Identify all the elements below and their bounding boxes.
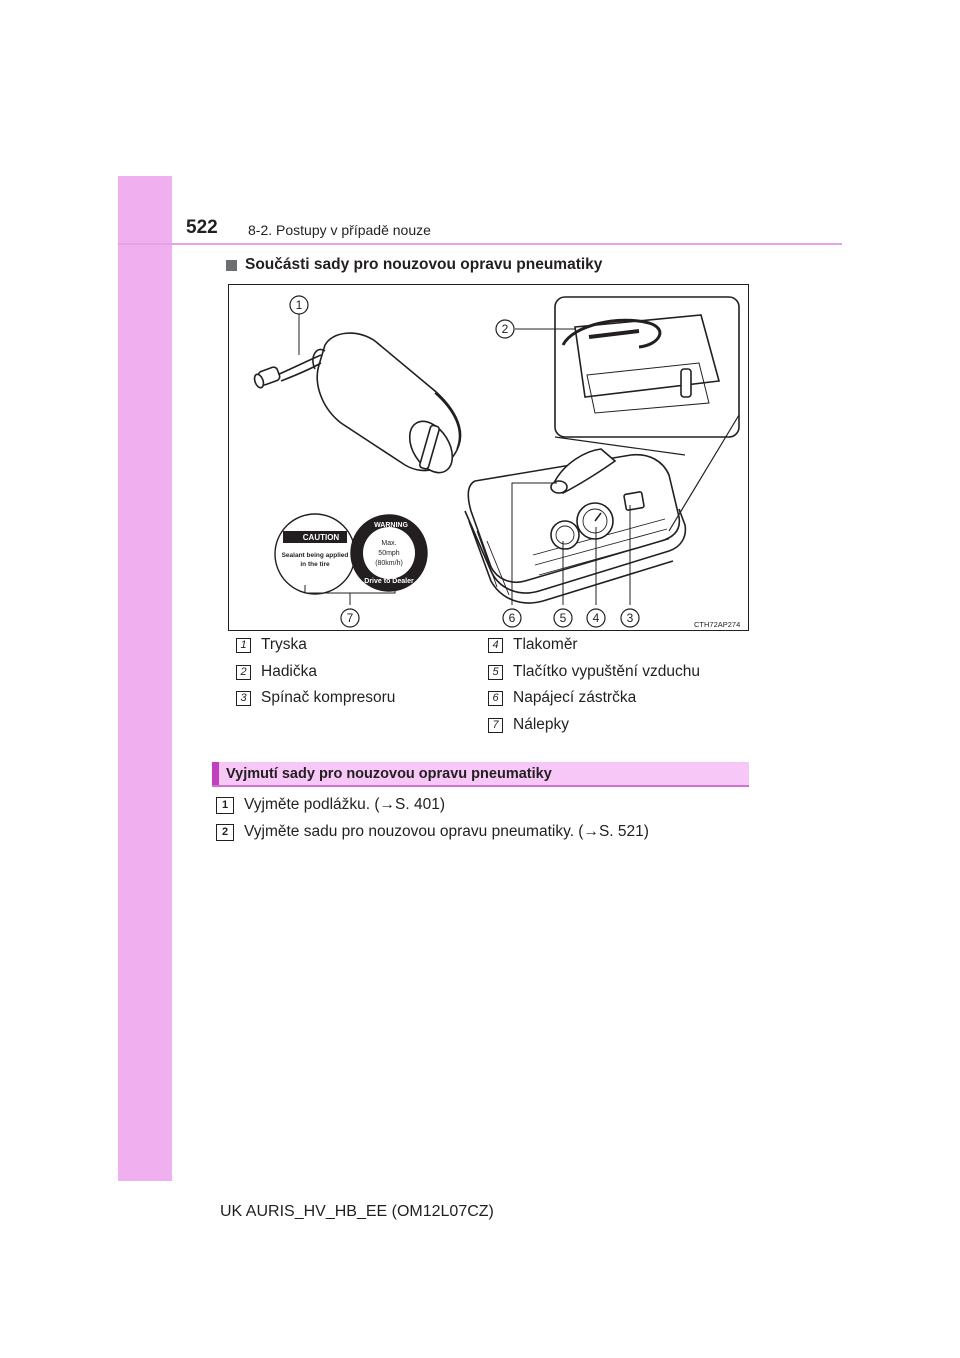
legend-item-6	[488, 689, 636, 707]
legend-num-5: 5	[488, 665, 503, 680]
subheading-text: Součásti sady pro nouzovou opravu pneumatiky	[245, 256, 603, 273]
footer-model-code: UK AURIS_HV_HB_EE (OM12L07CZ)	[220, 1203, 494, 1220]
legend-item-1	[236, 636, 307, 654]
illustration-drawing	[229, 285, 750, 632]
warning-line3: (80km/h)	[375, 560, 403, 567]
legend-num-4: 4	[488, 638, 503, 653]
warning-arc: Drive to Dealer	[364, 578, 414, 585]
sticker-warning	[351, 515, 427, 591]
step-1	[216, 796, 445, 814]
legend-label-3: Spínač kompresoru	[261, 689, 396, 706]
legend-label-1: Tryska	[261, 636, 307, 653]
caution-title: CAUTION	[302, 533, 340, 542]
legend-item-3	[236, 689, 395, 707]
legend-label-4: Tlakoměr	[513, 636, 578, 653]
callout-3: 3	[626, 611, 634, 625]
section-band	[212, 762, 749, 787]
warning-title: WARNING	[374, 522, 408, 529]
legend-label-5: Tlačítko vypuštění vzduchu	[513, 663, 700, 680]
square-bullet-icon	[226, 260, 237, 271]
callout-1: 1	[295, 298, 303, 312]
legend-label-7: Nálepky	[513, 716, 569, 733]
caution-line1: Sealant being applied	[281, 552, 349, 559]
callout-7: 7	[346, 611, 354, 625]
warning-line2: 50mph	[378, 550, 400, 557]
callout-4: 4	[592, 611, 600, 625]
page-number: 522	[186, 217, 218, 238]
legend-num-2: 2	[236, 665, 251, 680]
legend-num-1: 1	[236, 638, 251, 653]
legend-item-7	[488, 716, 569, 734]
step-text-1: Vyjměte podlážku. (→S. 401)	[244, 796, 446, 813]
section-title: 8-2. Postupy v případě nouze	[248, 222, 431, 238]
step-num-2: 2	[216, 824, 234, 841]
step-text-2: Vyjměte sadu pro nouzovou opravu pneumatiky. (→S. 521)	[244, 823, 649, 840]
subheading	[226, 256, 602, 274]
chapter-side-bar	[118, 176, 172, 1181]
callout-6: 6	[508, 611, 516, 625]
legend-item-4	[488, 636, 578, 654]
legend-label-6: Napájecí zástrčka	[513, 689, 637, 706]
compressor	[465, 449, 685, 603]
sealant-bottle	[253, 333, 461, 480]
header-rule	[118, 243, 842, 245]
warning-line1: Max.	[381, 540, 397, 547]
band-title: Vyjmutí sady pro nouzovou opravu pneumatiky	[226, 766, 552, 782]
figure-code: CTH72AP274	[694, 620, 741, 629]
band-accent	[212, 762, 219, 785]
legend-num-6: 6	[488, 691, 503, 706]
callout-2: 2	[501, 322, 509, 336]
repair-kit-illustration	[228, 284, 749, 631]
sticker-caution	[275, 514, 355, 594]
step-num-1: 1	[216, 797, 234, 814]
legend-num-7: 7	[488, 718, 503, 733]
step-2	[216, 823, 649, 841]
legend-label-2: Hadička	[261, 663, 317, 680]
legend-num-3: 3	[236, 691, 251, 706]
caution-line2: in the tire	[300, 561, 330, 568]
legend-item-2	[236, 663, 317, 681]
callout-5: 5	[559, 611, 567, 625]
legend-item-5	[488, 663, 700, 681]
